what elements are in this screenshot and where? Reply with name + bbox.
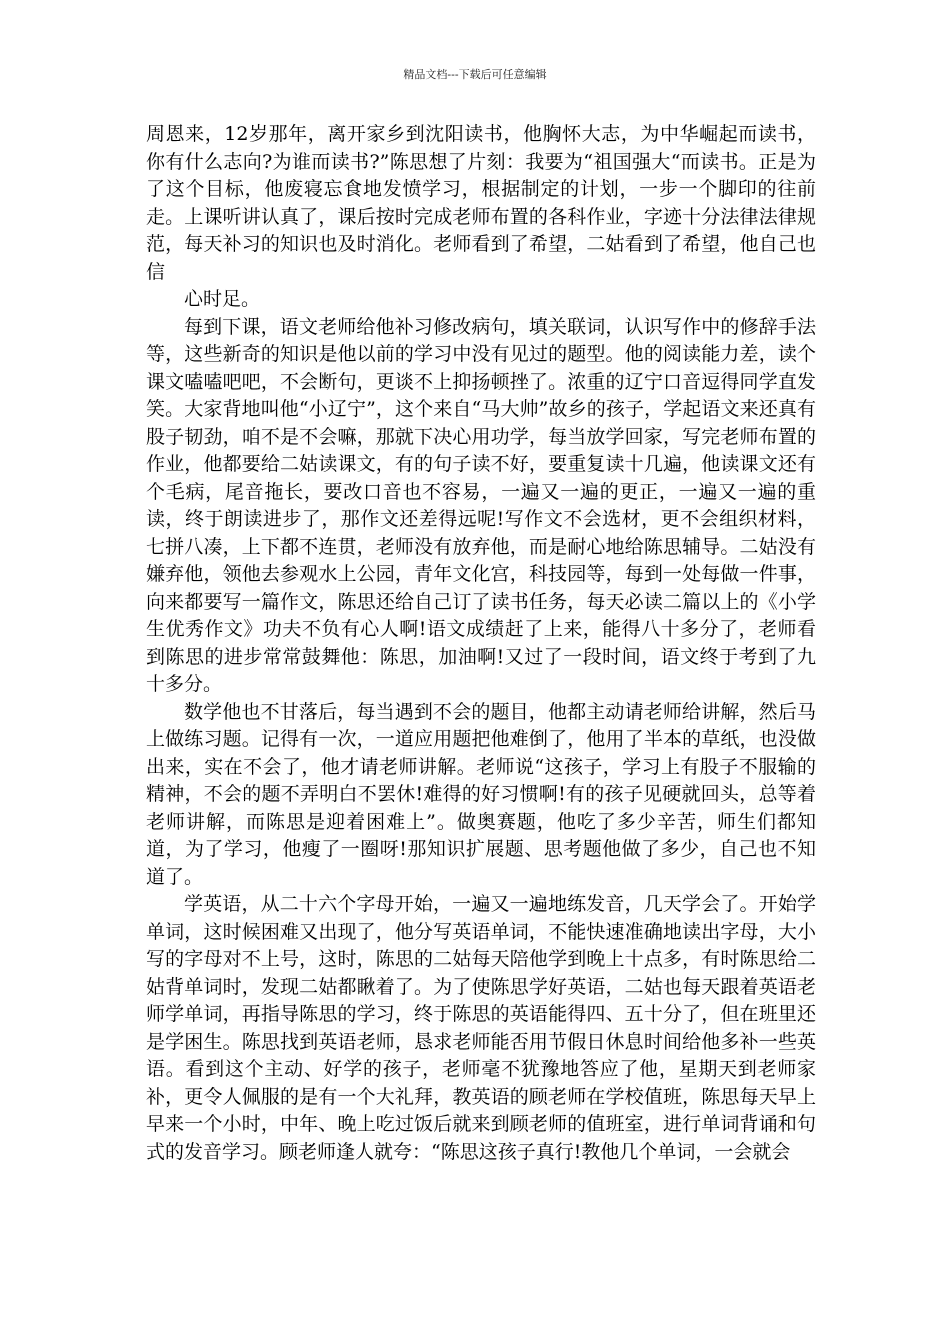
paragraph-5: 学英语，从二十六个字母开始，一遍又一遍地练发音，几天学会了。开始学单词，这时候困难又出现了，他分写英语单词，不能快速准确地读出字母，大小写的字母对不上号，这时，陈思的二姑每天陪他学到晚上十点多，有时陈思给二姑背单词时，发现二姑都瞅着了。为了使陈思学好英语，二姑也每天跟着英语老师学单词，再指导陈思的学习，终于陈思的英语能得四、五十分了，但在班里还是学困生。陈思找到英语老师，恳求老师能否用节假日休息时间给他多补一些英语。看到这个主动、好学的孩子，老师毫不犹豫地答应了他，星期天到老师家补，更令人佩服的是有一个大礼拜，教英语的顾老师在学校值班，陈思每天早上早来一个小时，中年、晚上吃过饭后就来到顾老师的值班室，进行单词背诵和句式的发音学习。顾老师逢人就夸：“陈思这孩子真行!教他几个单词，一会就会	[146, 893, 816, 1163]
document-body	[146, 121, 816, 1166]
paragraph-3: 每到下课，语文老师给他补习修改病句，填关联词，认识写作中的修辞手法等，这些新奇的知识是他以前的学习中没有见过的题型。他的阅读能力差，读个课文嗑嗑吧吧，不会断句，更谈不上抑扬顿挫了。浓重的辽宁口音逗得同学直发笑。大家背地叫他“小辽宁”，这个来自“马大帅”故乡的孩子，学起语文来还真有股子韧劲，咱不是不会嘛，那就下决心用功学，每当放学回家，写完老师布置的作业，他都要给二姑读课文，有的句子读不好，要重复读十几遍，他读课文还有个毛病，尾音拖长，要改口音也不容易，一遍又一遍的更正，一遍又一遍的重读，终于朗读进步了，那作文还差得远呢!写作文不会选材，更不会组织材料，七拼八凑，上下都不连贯，老师没有放弃他，而是耐心地给陈思辅导。二姑没有嫌弃他，领他去参观水上公园，青年文化宫，科技园等，每到一处每做一件事，向来都要写一篇作文，陈思还给自己订了读书任务，每天必读二篇以上的《小学生优秀作文》功夫不负有心人啊!语文成绩赶了上来，能得八十多分了，老师看到陈思的进步常常鼓舞他：陈思，加油啊!又过了一段时间，语文终于考到了九十多分。	[146, 315, 816, 695]
paragraph-2: 心时足。	[184, 288, 261, 310]
paragraph-4: 数学他也不甘落后，每当遇到不会的题目，他都主动请老师给讲解，然后马上做练习题。记得有一次，一道应用题把他难倒了，他用了半本的草纸，也没做出来，实在不会了，他才请老师讲解。老师说“这孩子，学习上有股子不服输的精神，不会的题不弄明白不罢休!难得的好习惯啊!有的孩子见硬就回头，总等着老师讲解，而陈思是迎着困难上”。做奥赛题，他吃了多少辛苦，师生们都知道，为了学习，他瘦了一圈呀!那知识扩展题、思考题他做了多少，自己也不知道了。	[146, 700, 816, 888]
paragraph-1: 周恩来，12岁那年，离开家乡到沈阳读书，他胸怀大志，为中华崛起而读书，你有什么志向?为谁而读书?”陈思想了片刻：我要为“祖国强大“而读书。正是为了这个目标，他废寝忘食地发愤学习，根据制定的计划，一步一个脚印的往前走。上课听讲认真了，课后按时完成老师布置的各科作业，字迹十分法律法律规范，每天补习的知识也及时消化。老师看到了希望，二姑看到了希望，他自己也信	[146, 123, 816, 283]
page-header: 精品文档---下载后可任意编辑	[403, 68, 547, 81]
